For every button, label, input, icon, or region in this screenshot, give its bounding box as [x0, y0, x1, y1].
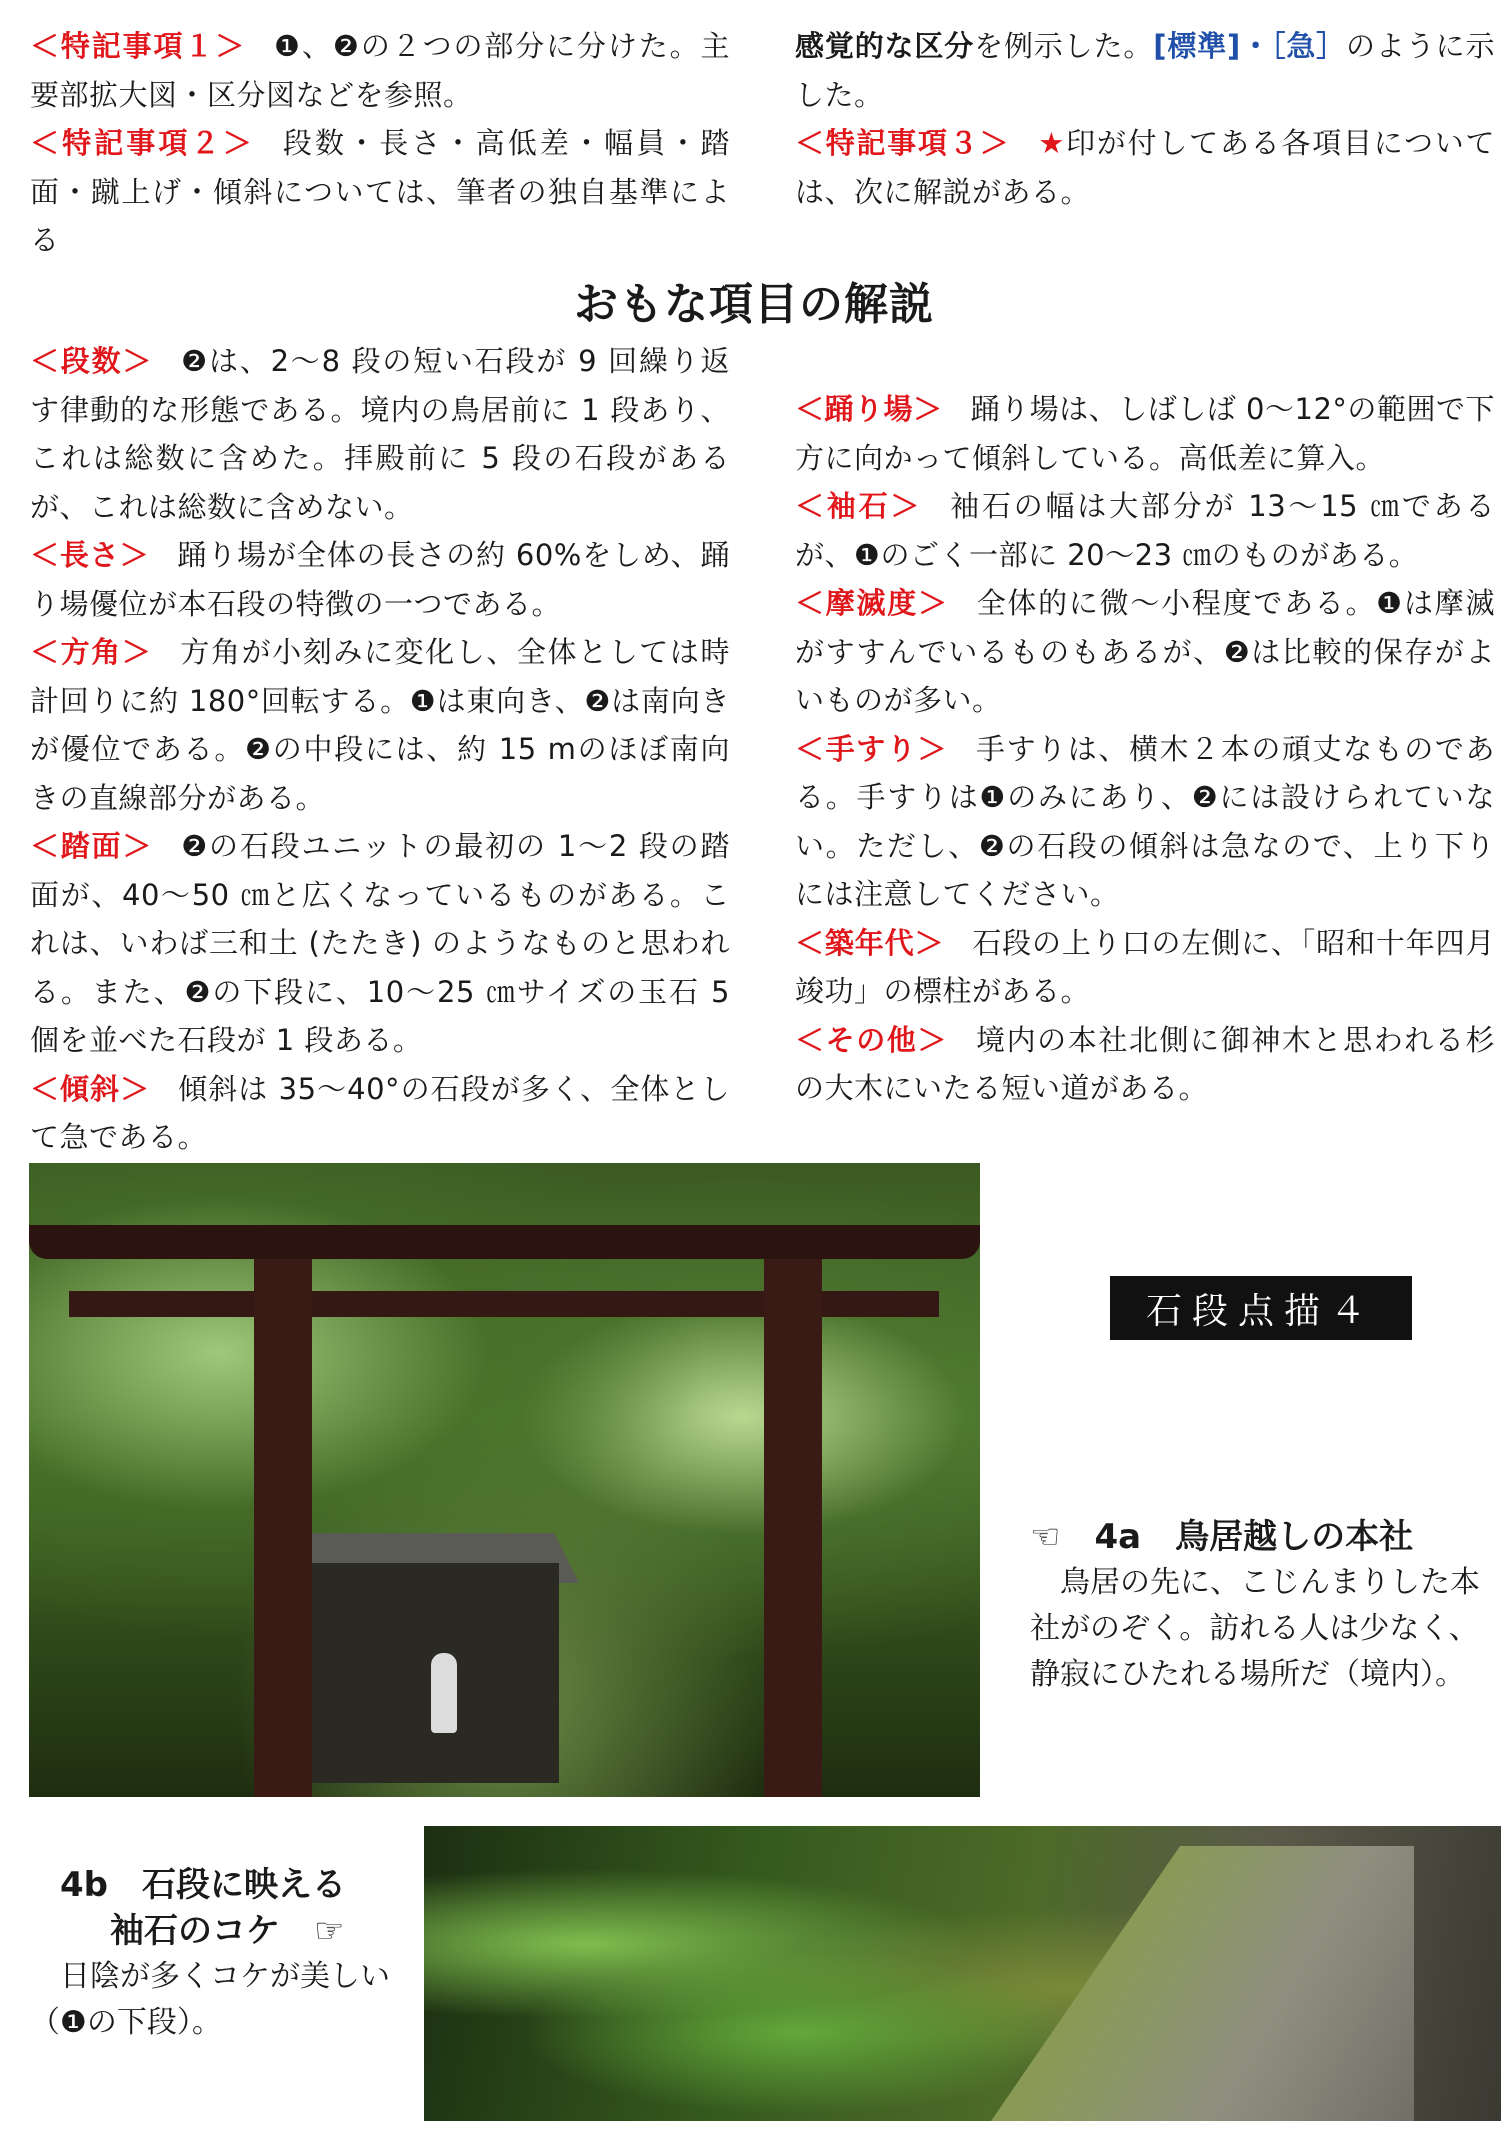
item-fumizura-text: ❷の石段ユニットの最初の 1〜2 段の踏面が、40〜50 ㎝と広くなっているものがある。これは、いわば三和土 (たたき) のようなものと思われる。また、❷の下段に、10〜25 ㎝サイズの玉石 5 個を並べた石段が 1 段ある。 [30, 829, 730, 1057]
item-nagasa-text: 踊り場が全体の長さの約 60%をしめ、踊り場優位が本石段の特徴の一つである。 [30, 538, 730, 621]
shrine-building [289, 1563, 559, 1783]
notes-left-column [30, 22, 730, 265]
note-3-text: 印が付してある各項目については、次に解説がある。 [795, 126, 1495, 209]
person-figure [431, 1653, 457, 1733]
section-title: おもな項目の解説 [574, 279, 934, 330]
item-sonota [795, 1016, 1495, 1113]
note-3 [795, 119, 1495, 216]
caption-4a-text: 鳥居の先に、こじんまりした本社がのぞく。訪れる人は少なく、静寂にひたれる場所だ（境内）。 [1030, 1565, 1480, 1692]
item-sonota-heading: ＜その他＞ [795, 1022, 947, 1057]
item-mametsu-text: 全体的に微〜小程度である。❶は摩滅がすすんでいるものもあるが、❷は比較的保存がよいものが多い。 [795, 586, 1495, 717]
item-tesuri-heading: ＜手すり＞ [795, 731, 947, 766]
item-mametsu-heading: ＜摩滅度＞ [795, 586, 948, 620]
photo-torii-shrine [29, 1163, 980, 1797]
item-tesuri-text: 手すりは、横木２本の頑丈なものである。手すりは❶のみにあり、❷には設けられていない。ただし、❷の石段の傾斜は急なので、上り下りには注意してください。 [795, 731, 1495, 911]
torii-right-post [764, 1259, 822, 1797]
item-sodeishi-text: 袖石の幅は大部分が 13〜15 ㎝であるが、❶のごく一部に 20〜23 ㎝のものがある。 [795, 489, 1495, 572]
item-hougaku [30, 628, 730, 822]
item-chikunen-heading: ＜築年代＞ [795, 925, 944, 960]
item-sonota-text: 境内の本社北側に御神木と思われる杉の大木にいたる短い道がある。 [795, 1022, 1495, 1105]
caption-4b-title-line-2: 袖石のコケ ☞ [110, 1911, 345, 1951]
item-odoriba-text: 踊り場は、しばしば 0〜12°の範囲で下方に向かって傾斜している。高低差に算入。 [795, 392, 1495, 475]
note-2-heading: ＜特記事項２＞ [30, 126, 253, 160]
note-1-heading: ＜特記事項１＞ [30, 29, 245, 63]
photo-moss-stone [424, 1826, 1501, 2121]
caption-4b-text: 日陰が多くコケが美しい（❶の下段）。 [30, 1959, 390, 2040]
item-fumizura-heading: ＜踏面＞ [30, 829, 152, 863]
caption-4a [1030, 1514, 1500, 1698]
torii-left-post [254, 1259, 312, 1797]
star-icon: ★ [1037, 126, 1067, 160]
item-keisha-heading: ＜傾斜＞ [30, 1071, 150, 1106]
tag-standard: [標準] [1153, 29, 1241, 63]
items-left-column [30, 337, 730, 1162]
item-odoriba [795, 385, 1495, 482]
caption-4a-title: ☜ 4a 鳥居越しの本社 [1030, 1517, 1414, 1557]
caption-4b-title-line-1: 4b 石段に映える [60, 1865, 346, 1905]
items-right-column [795, 385, 1495, 1113]
torii-top-beam [29, 1225, 980, 1259]
note-3-heading: ＜特記事項３＞ [795, 126, 1010, 160]
item-hougaku-heading: ＜方角＞ [30, 635, 152, 669]
item-odoriba-heading: ＜踊り場＞ [795, 392, 943, 426]
tag-steep: ［急］ [1270, 29, 1347, 63]
moss-covered-stone [894, 1846, 1414, 2121]
note-1-text: ❶、❷の２つの部分に分けた。主要部拡大図・区分図などを参照。 [30, 29, 730, 112]
item-keisha [30, 1065, 730, 1162]
item-sodeishi [795, 482, 1495, 579]
item-tesuri [795, 725, 1495, 919]
tag-separator: ・ [1240, 29, 1271, 63]
note-2 [30, 119, 730, 265]
item-chikunen-text: 石段の上り口の左側に、「昭和十年四月竣功」の標柱がある。 [795, 925, 1495, 1008]
caption-4b [30, 1862, 390, 2046]
item-sodeishi-heading: ＜袖石＞ [795, 489, 920, 523]
note-2-text: 段数・長さ・高低差・幅員・踏面・蹴上げ・傾斜については、筆者の独自基準による [30, 126, 730, 257]
item-nagasa [30, 531, 730, 628]
notes-right-column [795, 22, 1495, 216]
note-2-text-3: のように示した。 [795, 29, 1495, 112]
note-2-text-2: を例示した。 [974, 29, 1154, 63]
item-dansu-text: ❷は、2〜8 段の短い石段が 9 回繰り返す律動的な形態である。境内の鳥居前に 1 段あり、これは総数に含めた。拝殿前に 5 段の石段があるが、これは総数に含めない。 [30, 344, 730, 524]
item-dansu-heading: ＜段数＞ [30, 344, 152, 378]
note-1 [30, 22, 730, 119]
item-dansu [30, 337, 730, 531]
item-keisha-text: 傾斜は 35〜40°の石段が多く、全体として急である。 [30, 1071, 730, 1154]
item-hougaku-text: 方角が小刻みに変化し、全体としては時計回りに約 180°回転する。❶は東向き、❷は南向きが優位である。❷の中段には、約 15 mのほぼ南向きの直線部分がある。 [30, 635, 730, 815]
section-badge: 石段点描４ [1110, 1276, 1412, 1340]
item-mametsu [795, 579, 1495, 725]
item-chikunen [795, 919, 1495, 1016]
item-fumizura [30, 822, 730, 1065]
note-2-bold-text: 感覚的な区分 [795, 29, 975, 63]
item-nagasa-heading: ＜長さ＞ [30, 538, 150, 572]
note-2-continued [795, 22, 1495, 119]
